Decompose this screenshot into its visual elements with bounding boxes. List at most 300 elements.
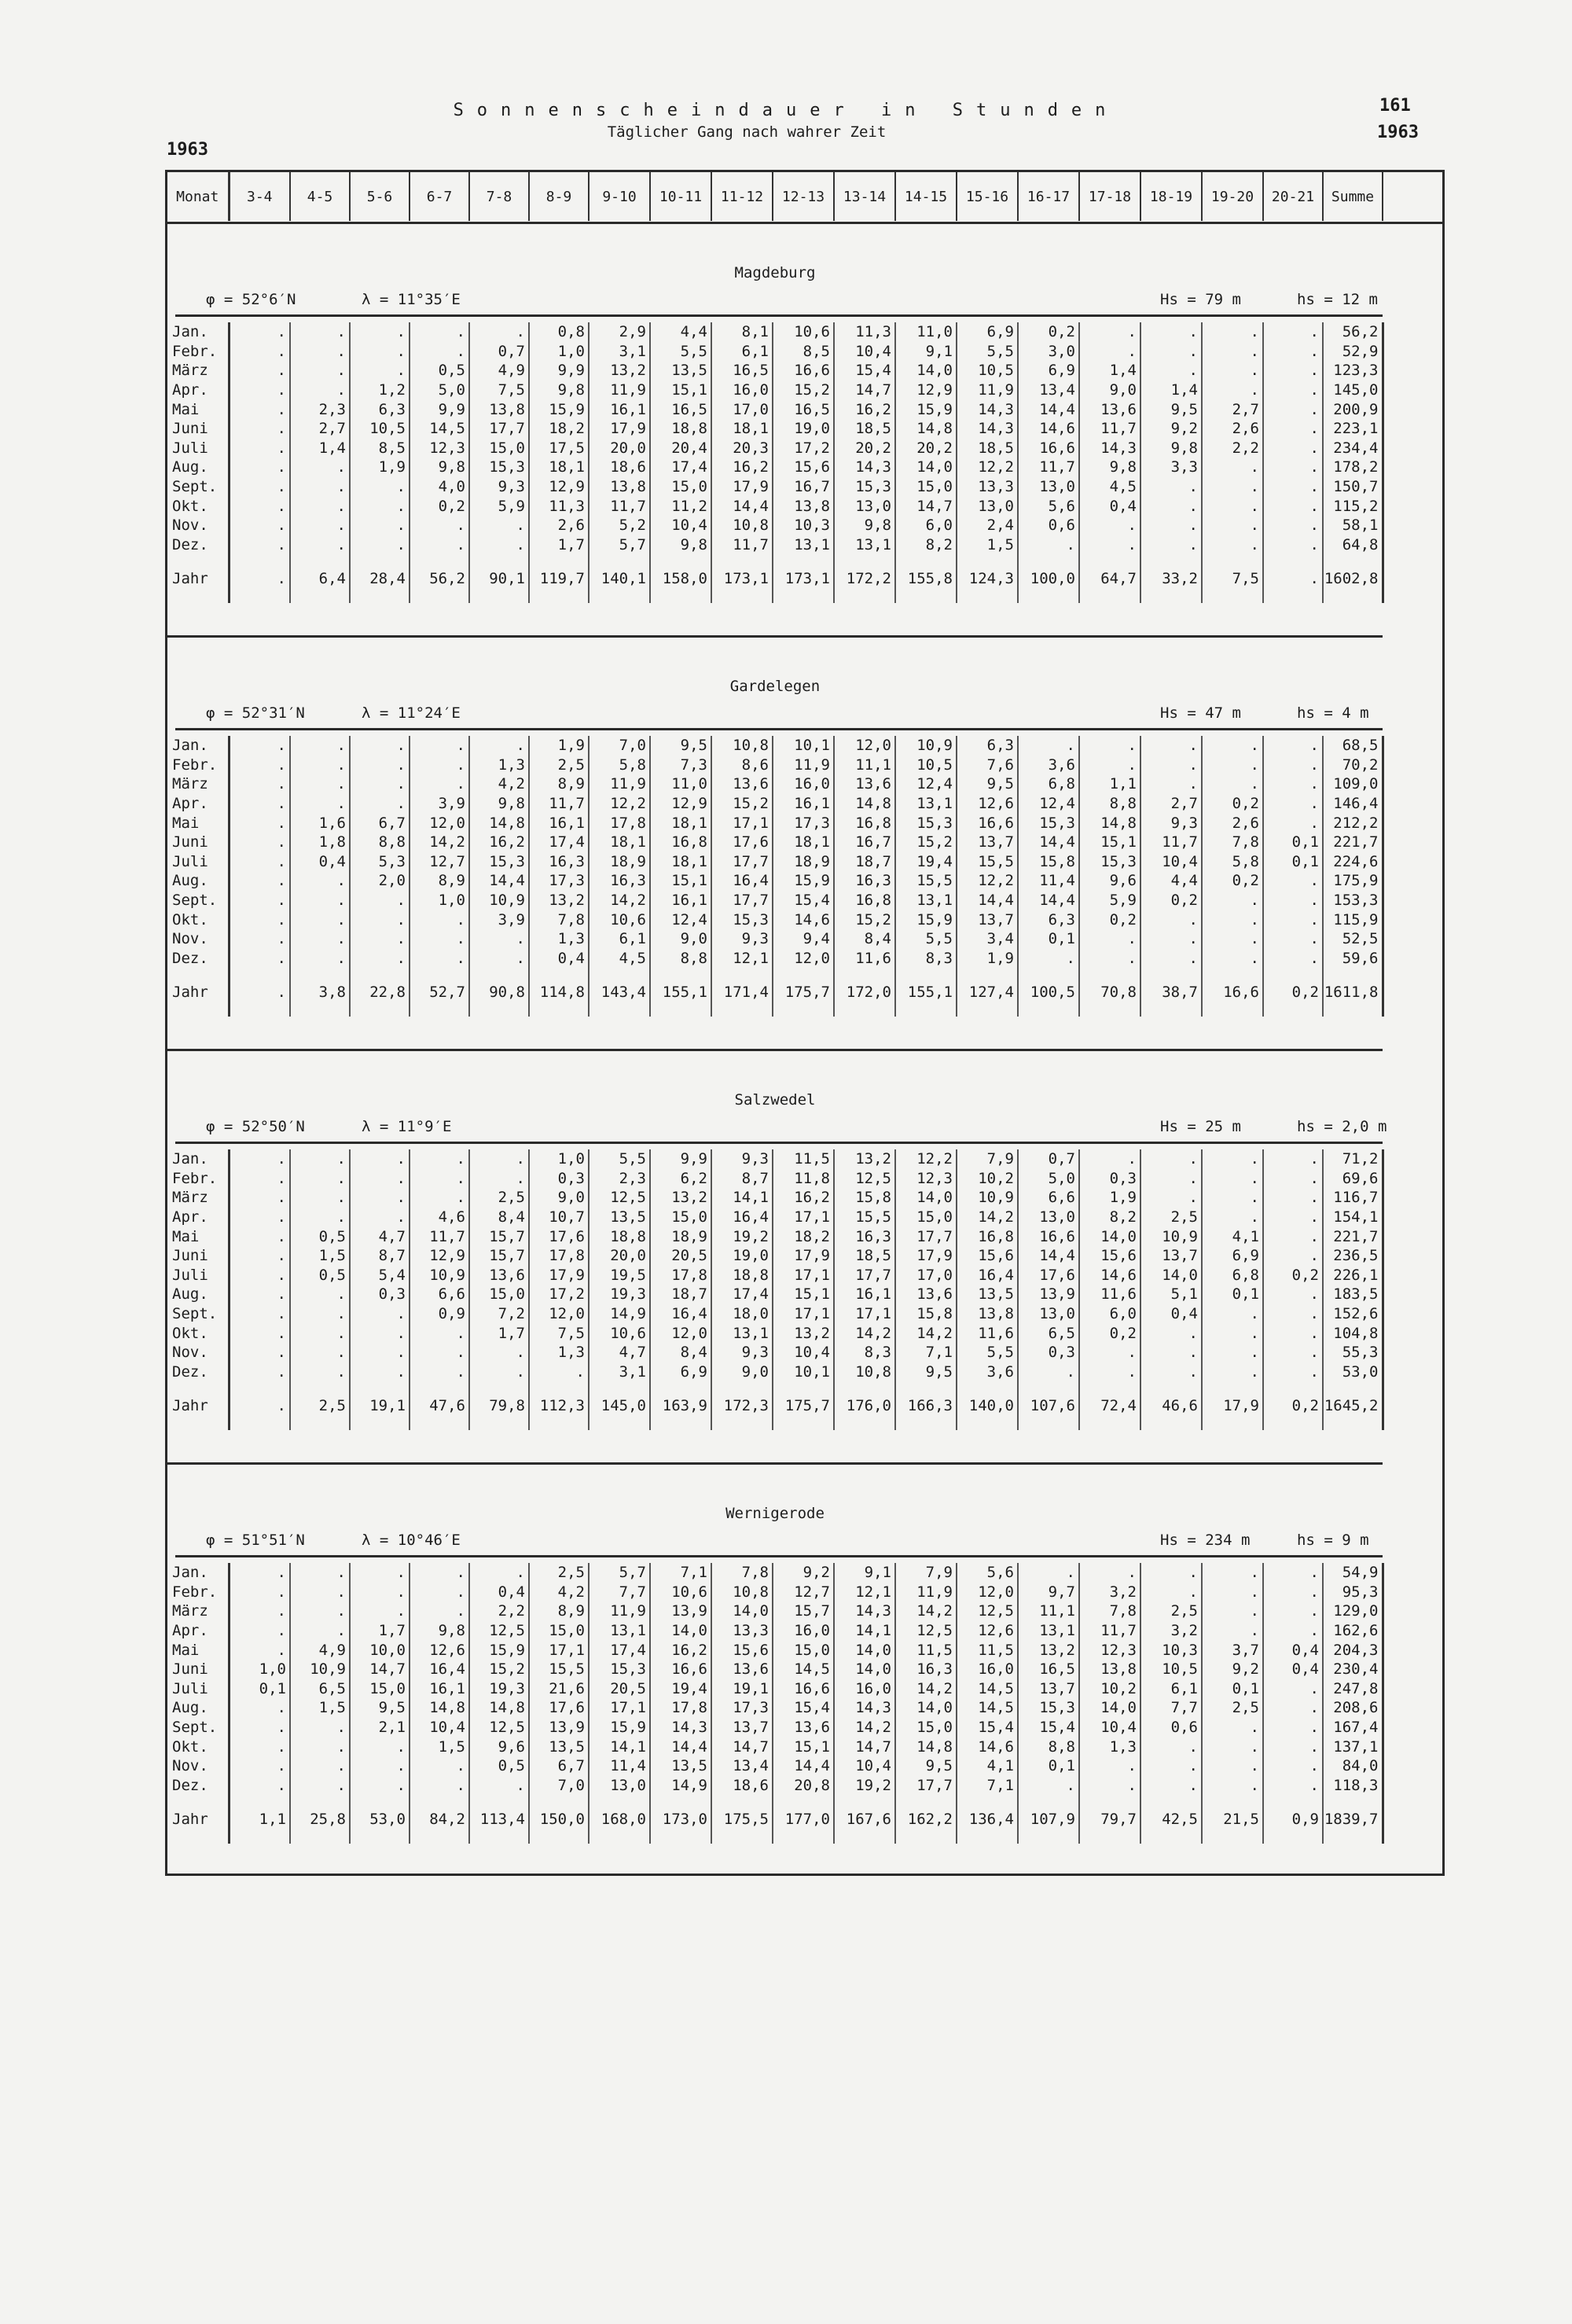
table-cell: 14,8 bbox=[834, 794, 895, 814]
table-cell: 12,9 bbox=[650, 794, 711, 814]
table-cell: 17,4 bbox=[650, 458, 711, 477]
table-cell: 11,7 bbox=[1018, 458, 1079, 477]
table-cell: . bbox=[229, 813, 290, 833]
table-cell: 18,2 bbox=[529, 419, 589, 439]
table-cell: 15,2 bbox=[711, 794, 773, 814]
table-cell: . bbox=[290, 516, 350, 535]
year-total-cell: 168,0 bbox=[589, 1795, 650, 1844]
year-total-cell: 56,2 bbox=[410, 554, 469, 603]
table-row bbox=[167, 458, 1383, 477]
column-header: 17-18 bbox=[1079, 172, 1140, 221]
table-cell: 11,8 bbox=[773, 1169, 834, 1189]
table-cell: 5,0 bbox=[410, 381, 469, 400]
table-cell: 15,5 bbox=[957, 852, 1018, 872]
table-cell: 10,3 bbox=[773, 516, 834, 535]
station-table bbox=[167, 322, 1384, 603]
table-cell: . bbox=[1263, 1776, 1323, 1796]
table-cell: . bbox=[1202, 1756, 1263, 1776]
table-cell: . bbox=[1202, 1621, 1263, 1641]
table-cell: 6,9 bbox=[1202, 1246, 1263, 1266]
table-cell: 12,0 bbox=[773, 949, 834, 969]
column-header: 13-14 bbox=[834, 172, 895, 221]
table-cell: 8,7 bbox=[350, 1246, 410, 1266]
table-cell: 13,6 bbox=[895, 1285, 957, 1304]
table-cell: 3,3 bbox=[1140, 458, 1202, 477]
table-cell: 5,8 bbox=[1202, 852, 1263, 872]
table-cell: . bbox=[1202, 1563, 1263, 1583]
year-total-cell: . bbox=[229, 554, 290, 603]
year-total-cell: 175,7 bbox=[773, 1381, 834, 1430]
table-cell: 5,5 bbox=[957, 1343, 1018, 1362]
table-cell: . bbox=[350, 1563, 410, 1583]
table-cell: 9,9 bbox=[410, 399, 469, 419]
table-cell: 0,7 bbox=[1018, 1149, 1079, 1169]
table-cell: 16,8 bbox=[957, 1226, 1018, 1246]
table-cell: 7,6 bbox=[957, 756, 1018, 775]
table-cell: 16,1 bbox=[589, 399, 650, 419]
table-cell: 0,3 bbox=[529, 1169, 589, 1189]
table-cell: . bbox=[1079, 1776, 1140, 1796]
table-cell: . bbox=[1140, 496, 1202, 516]
table-cell: . bbox=[229, 1756, 290, 1776]
table-cell: 56,2 bbox=[1323, 322, 1383, 342]
section-divider bbox=[167, 635, 1383, 638]
table-row bbox=[167, 516, 1383, 535]
table-cell: . bbox=[229, 1583, 290, 1602]
table-cell: 0,2 bbox=[1079, 910, 1140, 929]
table-cell: 16,2 bbox=[834, 399, 895, 419]
table-cell: . bbox=[350, 1362, 410, 1382]
year-total-cell: 173,1 bbox=[711, 554, 773, 603]
table-cell: 13,6 bbox=[834, 774, 895, 794]
table-cell: . bbox=[290, 322, 350, 342]
table-cell: 2,7 bbox=[290, 419, 350, 439]
table-cell: . bbox=[229, 1323, 290, 1343]
table-cell: 10,4 bbox=[834, 1756, 895, 1776]
table-cell: 3,9 bbox=[410, 794, 469, 814]
table-cell: . bbox=[410, 1601, 469, 1621]
table-cell: . bbox=[1202, 1304, 1263, 1324]
table-cell: . bbox=[290, 1718, 350, 1737]
table-cell: 14,1 bbox=[711, 1188, 773, 1208]
table-cell: 0,2 bbox=[1018, 322, 1079, 342]
table-cell: 20,2 bbox=[895, 439, 957, 458]
table-cell: 11,6 bbox=[1079, 1285, 1140, 1304]
table-cell: . bbox=[1202, 496, 1263, 516]
table-cell: 15,9 bbox=[469, 1640, 529, 1660]
table-cell: 15,2 bbox=[469, 1660, 529, 1679]
table-cell: . bbox=[229, 1601, 290, 1621]
month-label: Apr. bbox=[167, 1621, 229, 1641]
table-cell: 5,7 bbox=[589, 535, 650, 555]
table-cell: 11,0 bbox=[895, 322, 957, 342]
table-cell: 13,2 bbox=[1018, 1640, 1079, 1660]
table-cell: 1,7 bbox=[529, 535, 589, 555]
table-cell: 17,9 bbox=[589, 419, 650, 439]
table-cell: 16,8 bbox=[834, 891, 895, 910]
table-cell: . bbox=[1202, 516, 1263, 535]
table-cell: 16,5 bbox=[1018, 1660, 1079, 1679]
table-row bbox=[167, 1679, 1383, 1699]
month-label: Nov. bbox=[167, 1756, 229, 1776]
table-cell: 115,9 bbox=[1323, 910, 1383, 929]
table-cell: . bbox=[229, 1149, 290, 1169]
station-lambda-value: λ = 11°35′E bbox=[362, 291, 461, 308]
table-cell: 14,8 bbox=[410, 1698, 469, 1718]
table-cell: 116,7 bbox=[1323, 1188, 1383, 1208]
table-cell: 14,0 bbox=[834, 1640, 895, 1660]
table-cell: 10,6 bbox=[589, 910, 650, 929]
table-cell: 18,1 bbox=[650, 852, 711, 872]
table-cell: 9,8 bbox=[469, 794, 529, 814]
table-cell: 8,7 bbox=[711, 1169, 773, 1189]
table-cell: 3,2 bbox=[1140, 1621, 1202, 1641]
table-cell: . bbox=[229, 1188, 290, 1208]
year-total-cell: 7,5 bbox=[1202, 554, 1263, 603]
table-cell: 15,1 bbox=[650, 381, 711, 400]
table-cell: 6,3 bbox=[1018, 910, 1079, 929]
table-cell: 16,7 bbox=[773, 477, 834, 497]
table-cell: 8,3 bbox=[895, 949, 957, 969]
table-cell: 17,5 bbox=[529, 439, 589, 458]
year-total-cell: 175,7 bbox=[773, 968, 834, 1017]
table-cell: . bbox=[410, 535, 469, 555]
table-cell: 19,2 bbox=[834, 1776, 895, 1796]
section-divider bbox=[167, 1049, 1383, 1051]
table-cell: 10,9 bbox=[469, 891, 529, 910]
table-cell: 18,9 bbox=[773, 852, 834, 872]
table-cell: 17,8 bbox=[589, 813, 650, 833]
table-cell: 10,8 bbox=[711, 516, 773, 535]
table-row bbox=[167, 1285, 1383, 1304]
column-header: 6-7 bbox=[410, 172, 469, 221]
table-cell: 13,7 bbox=[711, 1718, 773, 1737]
table-cell: 1,4 bbox=[290, 439, 350, 458]
table-row bbox=[167, 1246, 1383, 1266]
table-cell: . bbox=[1202, 535, 1263, 555]
table-cell: 9,3 bbox=[469, 477, 529, 497]
table-cell: 10,5 bbox=[1140, 1660, 1202, 1679]
month-label: März bbox=[167, 361, 229, 381]
table-cell: 84,0 bbox=[1323, 1756, 1383, 1776]
table-cell: . bbox=[1079, 342, 1140, 362]
station-divider bbox=[175, 728, 1383, 730]
table-cell: . bbox=[1263, 1679, 1323, 1699]
table-cell: 11,3 bbox=[834, 322, 895, 342]
year-total-cell: 166,3 bbox=[895, 1381, 957, 1430]
year-total-cell: 177,0 bbox=[773, 1795, 834, 1844]
page-title: Sonnenscheindauer in Stunden bbox=[453, 101, 1119, 120]
station-name: Wernigerode bbox=[725, 1505, 825, 1522]
table-cell: 1,7 bbox=[350, 1621, 410, 1641]
table-cell: 3,6 bbox=[1018, 756, 1079, 775]
table-cell: . bbox=[229, 736, 290, 756]
table-cell: . bbox=[1140, 1583, 1202, 1602]
table-cell: 14,0 bbox=[895, 458, 957, 477]
table-cell: . bbox=[1263, 1362, 1323, 1382]
table-cell: . bbox=[1140, 736, 1202, 756]
table-cell: . bbox=[229, 1304, 290, 1324]
year-total-cell: 143,4 bbox=[589, 968, 650, 1017]
table-cell: 19,0 bbox=[711, 1246, 773, 1266]
station-hs-value: Hs = 234 m bbox=[1160, 1532, 1251, 1549]
table-cell: 19,5 bbox=[589, 1266, 650, 1285]
table-cell: 11,6 bbox=[957, 1323, 1018, 1343]
table-cell: 14,4 bbox=[711, 496, 773, 516]
table-cell: . bbox=[1202, 1362, 1263, 1382]
table-cell: 9,6 bbox=[469, 1737, 529, 1756]
year-total-cell: 162,2 bbox=[895, 1795, 957, 1844]
table-cell: 13,5 bbox=[650, 361, 711, 381]
table-cell: . bbox=[1202, 477, 1263, 497]
table-cell: 16,6 bbox=[1018, 1226, 1079, 1246]
table-row bbox=[167, 910, 1383, 929]
table-cell: . bbox=[229, 535, 290, 555]
table-cell: 15,0 bbox=[529, 1621, 589, 1641]
table-cell: 16,6 bbox=[773, 361, 834, 381]
column-header: 5-6 bbox=[350, 172, 410, 221]
table-cell: 7,1 bbox=[957, 1776, 1018, 1796]
table-cell: . bbox=[290, 1756, 350, 1776]
table-cell: 15,3 bbox=[1018, 1698, 1079, 1718]
table-cell: . bbox=[290, 1583, 350, 1602]
table-cell: . bbox=[1263, 871, 1323, 891]
table-cell: 0,3 bbox=[1018, 1343, 1079, 1362]
table-cell: 9,3 bbox=[711, 1149, 773, 1169]
table-cell: 13,2 bbox=[773, 1323, 834, 1343]
table-cell: 0,4 bbox=[469, 1583, 529, 1602]
table-cell: 17,2 bbox=[529, 1285, 589, 1304]
table-row bbox=[167, 1718, 1383, 1737]
column-header: 9-10 bbox=[589, 172, 650, 221]
table-cell: 10,6 bbox=[773, 322, 834, 342]
table-cell: 13,5 bbox=[957, 1285, 1018, 1304]
table-cell: . bbox=[1263, 794, 1323, 814]
table-cell: 9,2 bbox=[773, 1563, 834, 1583]
table-cell: 14,0 bbox=[895, 361, 957, 381]
table-cell: 16,1 bbox=[410, 1679, 469, 1699]
table-cell: 14,7 bbox=[350, 1660, 410, 1679]
year-total-cell: 100,0 bbox=[1018, 554, 1079, 603]
table-cell: 6,8 bbox=[1018, 774, 1079, 794]
table-cell: . bbox=[1202, 361, 1263, 381]
table-cell: 13,0 bbox=[1018, 477, 1079, 497]
table-row bbox=[167, 756, 1383, 775]
table-cell: 9,8 bbox=[410, 458, 469, 477]
table-row bbox=[167, 949, 1383, 969]
table-cell: 0,2 bbox=[410, 496, 469, 516]
month-label: Dez. bbox=[167, 949, 229, 969]
table-cell: 7,9 bbox=[957, 1149, 1018, 1169]
table-cell: 14,4 bbox=[469, 871, 529, 891]
table-cell: 13,1 bbox=[589, 1621, 650, 1641]
year-total-cell: 1602,8 bbox=[1323, 554, 1383, 603]
table-cell: 15,4 bbox=[834, 361, 895, 381]
year-total-cell: 79,8 bbox=[469, 1381, 529, 1430]
table-cell: 4,4 bbox=[650, 322, 711, 342]
year-total-cell: 119,7 bbox=[529, 554, 589, 603]
table-row bbox=[167, 891, 1383, 910]
table-cell: . bbox=[1018, 1776, 1079, 1796]
table-cell: . bbox=[229, 399, 290, 419]
table-cell: 9,5 bbox=[650, 736, 711, 756]
table-cell: . bbox=[229, 322, 290, 342]
table-cell: 2,5 bbox=[529, 1563, 589, 1583]
table-cell: 10,9 bbox=[1140, 1226, 1202, 1246]
month-label: Jan. bbox=[167, 1149, 229, 1169]
table-cell: 5,7 bbox=[589, 1563, 650, 1583]
station-hs-value: Hs = 25 m bbox=[1160, 1118, 1241, 1135]
table-row bbox=[167, 794, 1383, 814]
table-cell: 104,8 bbox=[1323, 1323, 1383, 1343]
year-total-cell: 176,0 bbox=[834, 1381, 895, 1430]
table-cell: . bbox=[1263, 1737, 1323, 1756]
table-cell: . bbox=[1263, 439, 1323, 458]
year-total-cell: 173,1 bbox=[773, 554, 834, 603]
table-cell: 1,8 bbox=[290, 833, 350, 852]
table-cell: . bbox=[1202, 929, 1263, 949]
table-cell: . bbox=[1140, 1188, 1202, 1208]
table-cell: 3,0 bbox=[1018, 342, 1079, 362]
table-cell: 14,4 bbox=[1018, 891, 1079, 910]
table-cell: 13,4 bbox=[711, 1756, 773, 1776]
table-cell: 2,6 bbox=[529, 516, 589, 535]
table-cell: 0,7 bbox=[469, 342, 529, 362]
table-cell: . bbox=[290, 1343, 350, 1362]
year-total-cell: 0,9 bbox=[1263, 1795, 1323, 1844]
year-label: Jahr bbox=[167, 1381, 229, 1430]
table-cell: . bbox=[229, 496, 290, 516]
table-cell: 13,1 bbox=[895, 794, 957, 814]
year-total-cell: 167,6 bbox=[834, 1795, 895, 1844]
table-cell: 14,7 bbox=[711, 1737, 773, 1756]
table-cell: 14,2 bbox=[895, 1323, 957, 1343]
year-total-cell: 84,2 bbox=[410, 1795, 469, 1844]
table-cell: . bbox=[1263, 1621, 1323, 1641]
table-cell: 11,0 bbox=[650, 774, 711, 794]
table-cell: 17,6 bbox=[529, 1226, 589, 1246]
table-cell: 9,8 bbox=[1140, 439, 1202, 458]
table-cell: . bbox=[1079, 1362, 1140, 1382]
table-cell: 16,1 bbox=[650, 891, 711, 910]
table-cell: 1,9 bbox=[529, 736, 589, 756]
year-total-cell: . bbox=[229, 1381, 290, 1430]
table-row bbox=[167, 399, 1383, 419]
table-cell: 13,3 bbox=[711, 1621, 773, 1641]
table-cell: . bbox=[290, 871, 350, 891]
table-cell: 0,5 bbox=[290, 1226, 350, 1246]
table-cell: 7,1 bbox=[650, 1563, 711, 1583]
table-cell: 13,7 bbox=[957, 910, 1018, 929]
station-phi-value: φ = 51°51′N bbox=[206, 1532, 305, 1549]
table-cell: . bbox=[290, 1601, 350, 1621]
table-cell: 7,2 bbox=[469, 1304, 529, 1324]
table-cell: . bbox=[350, 756, 410, 775]
month-label: Juli bbox=[167, 1266, 229, 1285]
table-cell: 13,7 bbox=[1140, 1246, 1202, 1266]
table-row bbox=[167, 1188, 1383, 1208]
table-cell: 53,0 bbox=[1323, 1362, 1383, 1382]
table-cell: . bbox=[1202, 756, 1263, 775]
table-cell: 10,2 bbox=[957, 1169, 1018, 1189]
year-total-cell: 70,8 bbox=[1079, 968, 1140, 1017]
table-cell: 11,9 bbox=[895, 1583, 957, 1602]
table-cell: 19,4 bbox=[895, 852, 957, 872]
table-cell: . bbox=[290, 1188, 350, 1208]
month-label: März bbox=[167, 1188, 229, 1208]
table-cell: 226,1 bbox=[1323, 1266, 1383, 1285]
year-total-cell: 140,1 bbox=[589, 554, 650, 603]
table-cell: 8,5 bbox=[350, 439, 410, 458]
year-total-cell: 145,0 bbox=[589, 1381, 650, 1430]
table-cell: 9,5 bbox=[895, 1362, 957, 1382]
table-cell: 12,4 bbox=[1018, 794, 1079, 814]
table-cell: 17,6 bbox=[711, 833, 773, 852]
year-total-cell: 1,1 bbox=[229, 1795, 290, 1844]
table-cell: 4,4 bbox=[1140, 871, 1202, 891]
table-cell: . bbox=[350, 322, 410, 342]
table-cell: 6,2 bbox=[650, 1169, 711, 1189]
table-cell: . bbox=[1140, 361, 1202, 381]
table-cell: 13,0 bbox=[834, 496, 895, 516]
year-total-row bbox=[167, 554, 1383, 603]
table-cell: . bbox=[1263, 1169, 1323, 1189]
table-cell: 12,2 bbox=[957, 871, 1018, 891]
table-cell: 15,4 bbox=[773, 1698, 834, 1718]
table-cell: 0,4 bbox=[1079, 496, 1140, 516]
year-total-cell: 46,6 bbox=[1140, 1381, 1202, 1430]
table-cell: 0,1 bbox=[1202, 1679, 1263, 1699]
table-row bbox=[167, 496, 1383, 516]
table-cell: 4,2 bbox=[529, 1583, 589, 1602]
table-cell: 13,9 bbox=[650, 1601, 711, 1621]
table-cell: 14,4 bbox=[650, 1737, 711, 1756]
year-total-row bbox=[167, 968, 1383, 1017]
table-cell: 16,6 bbox=[650, 1660, 711, 1679]
table-cell: 15,1 bbox=[650, 871, 711, 891]
table-cell: 12,5 bbox=[469, 1621, 529, 1641]
table-cell: 15,0 bbox=[650, 477, 711, 497]
table-cell: . bbox=[469, 1362, 529, 1382]
table-cell: 0,3 bbox=[1079, 1169, 1140, 1189]
table-cell: . bbox=[229, 1246, 290, 1266]
table-cell: . bbox=[1079, 756, 1140, 775]
month-label: Juli bbox=[167, 439, 229, 458]
table-row bbox=[167, 1640, 1383, 1660]
table-cell: 6,6 bbox=[410, 1285, 469, 1304]
table-cell: 13,9 bbox=[529, 1718, 589, 1737]
table-cell: 9,9 bbox=[650, 1149, 711, 1169]
table-cell: . bbox=[350, 477, 410, 497]
table-cell: . bbox=[1263, 929, 1323, 949]
table-cell: . bbox=[1140, 929, 1202, 949]
month-label: Juni bbox=[167, 1660, 229, 1679]
table-cell: 15,3 bbox=[895, 813, 957, 833]
table-cell: . bbox=[229, 1563, 290, 1583]
table-cell: 17,8 bbox=[529, 1246, 589, 1266]
table-cell: 12,9 bbox=[895, 381, 957, 400]
year-total-cell: 53,0 bbox=[350, 1795, 410, 1844]
month-label: Aug. bbox=[167, 1698, 229, 1718]
table-cell: 2,6 bbox=[1202, 813, 1263, 833]
year-total-cell: 52,7 bbox=[410, 968, 469, 1017]
table-cell: . bbox=[1263, 1285, 1323, 1304]
table-cell: 10,8 bbox=[711, 1583, 773, 1602]
table-cell: 18,9 bbox=[650, 1226, 711, 1246]
table-cell: 16,0 bbox=[773, 1621, 834, 1641]
table-cell: 17,9 bbox=[529, 1266, 589, 1285]
table-cell: . bbox=[1202, 736, 1263, 756]
